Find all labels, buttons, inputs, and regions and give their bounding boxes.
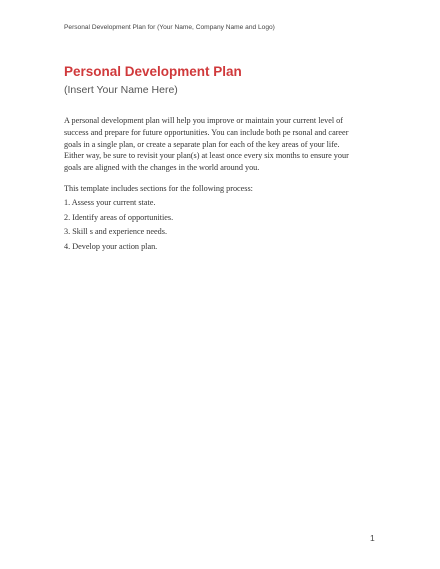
intro-paragraph — [64, 115, 374, 174]
process-step: 2. Identify areas of opportunities. — [64, 212, 174, 222]
intro-line: Either way, be sure to revisit your plan(s) at least once every six months to ensure your — [64, 151, 349, 161]
process-step: 4. Develop your action plan. — [64, 241, 158, 251]
process-step: 1. Assess your current state. — [64, 198, 156, 207]
process-steps-list — [64, 197, 173, 255]
template-includes-text: This template includes sections for the following process: — [64, 184, 253, 193]
intro-line: A personal development plan will help you improve or maintain your current level of — [64, 116, 343, 125]
document-title: Personal Development Plan — [64, 64, 242, 79]
intro-line: success and prepare for future opportunities. You can include both pe rsonal and career — [64, 127, 349, 137]
intro-line: goals are aligned with the changes in the world around you. — [64, 163, 260, 173]
page-number: 1 — [370, 533, 375, 543]
document-subtitle: (Insert Your Name Here) — [64, 84, 178, 96]
intro-line: goals in a single plan, or create a separate plan for each of the key areas of your life. — [64, 139, 340, 149]
header-note: Personal Development Plan for (Your Name, Company Name and Logo) — [64, 24, 275, 31]
process-step: 3. Skill s and experience needs. — [64, 227, 167, 237]
